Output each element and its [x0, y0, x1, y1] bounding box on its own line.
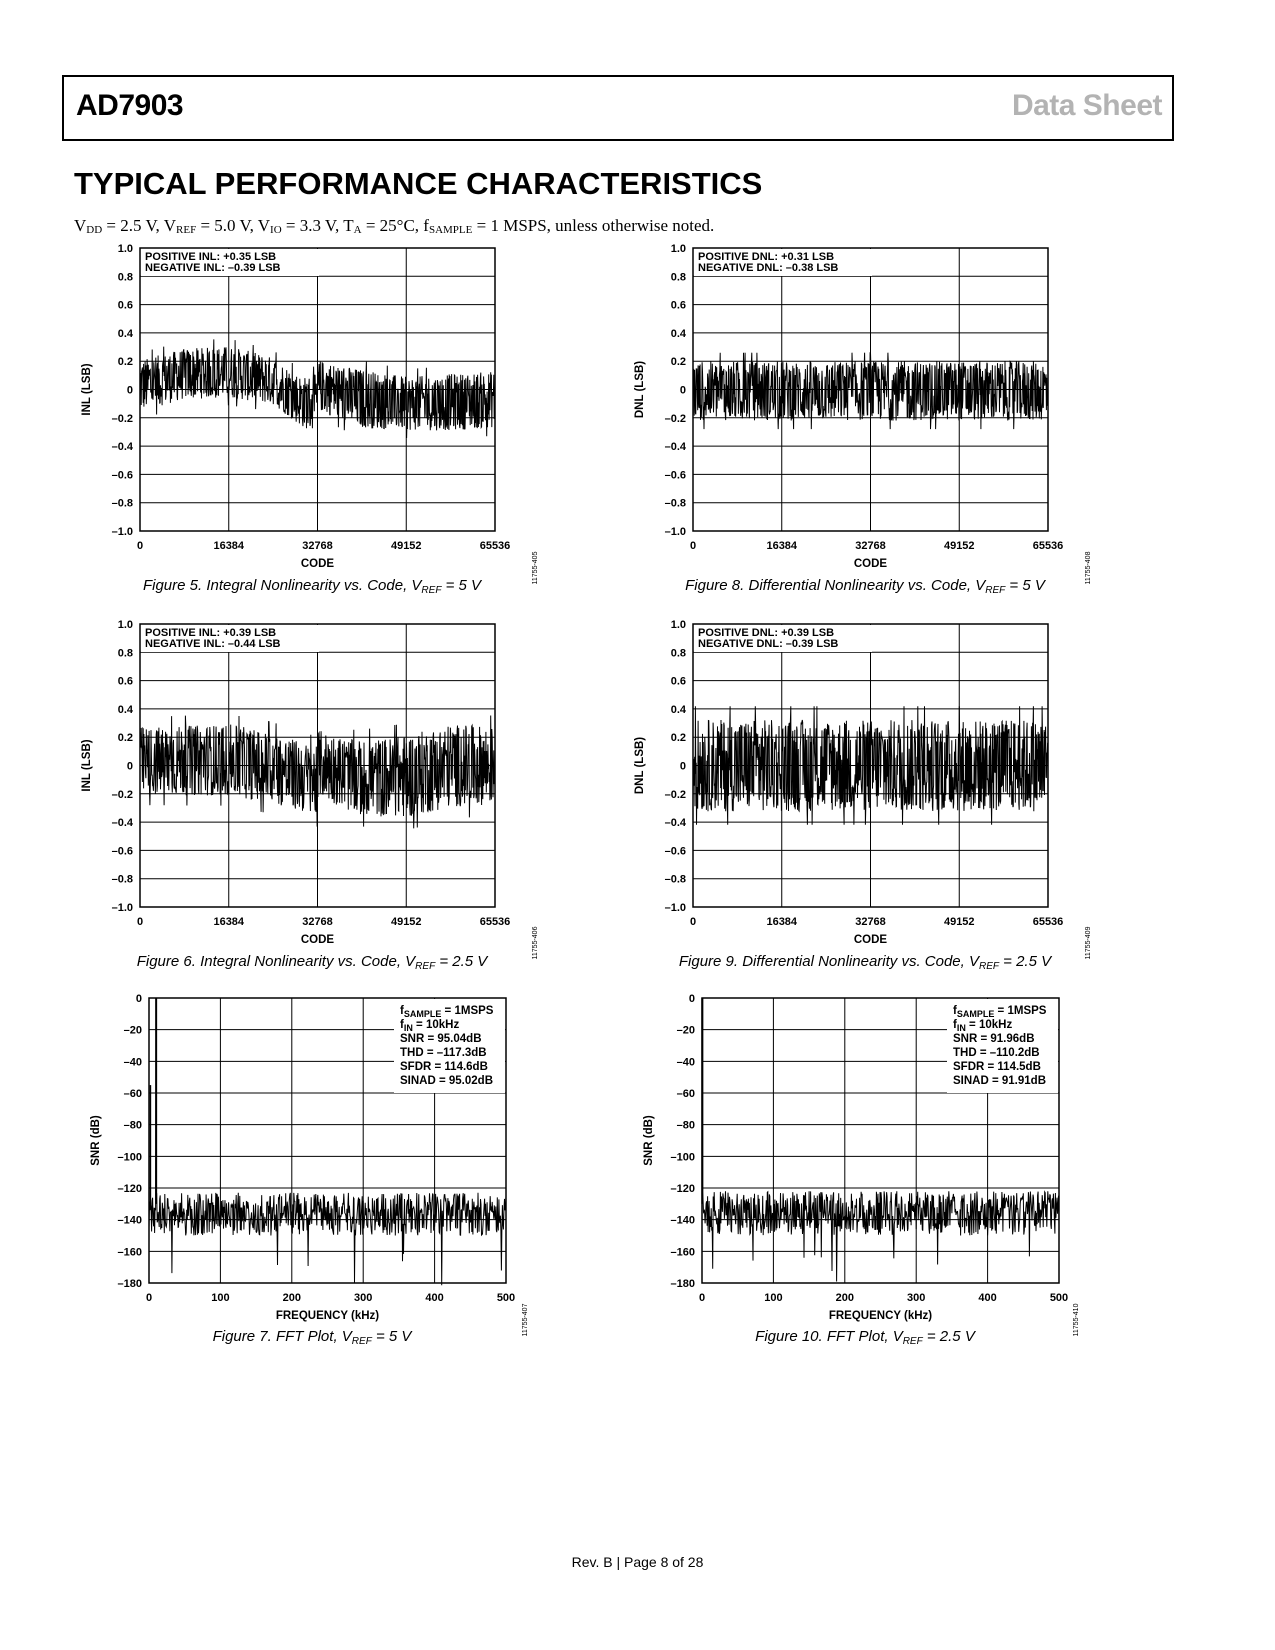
- y-tick-label: 1.0: [670, 243, 686, 255]
- annotation-text: NEGATIVE INL: –0.39 LSB: [145, 262, 281, 274]
- x-axis-label: CODE: [300, 934, 335, 946]
- y-tick-label: –0.4: [111, 441, 133, 454]
- y-tick-label: 0: [688, 993, 695, 1005]
- y-tick-label: –0.6: [664, 845, 686, 858]
- annotation-text: $f_{IN} = 10kHz$: [400, 1019, 460, 1033]
- y-axis-label: DNL (LSB): [634, 360, 646, 419]
- x-tick-label: 200: [835, 1292, 854, 1304]
- y-tick-label: –0.6: [111, 469, 133, 482]
- x-tick-label: 32768: [855, 916, 886, 928]
- y-tick-label: –180: [670, 1278, 695, 1290]
- y-tick-label: 0: [135, 993, 142, 1005]
- y-tick-label: –100: [670, 1151, 695, 1164]
- x-tick-label: 300: [354, 1292, 373, 1304]
- chart-fig10: [643, 993, 1080, 1347]
- y-tick-label: –100: [117, 1151, 142, 1164]
- x-tick-label: 400: [978, 1292, 997, 1304]
- figure-caption: Figure 5. Integral Nonlinearity vs. Code, $V_{REF} = 5$ V: [142, 577, 482, 596]
- x-axis-label: FREQUENCY (kHz): [828, 1310, 933, 1322]
- x-tick-label: 32768: [302, 916, 333, 928]
- annotation-text: $f_{SAMPLE}$ = 1MSPS: [953, 1005, 1047, 1019]
- y-tick-label: 0: [126, 760, 133, 773]
- figure-code: 11755-409: [1085, 926, 1092, 960]
- y-tick-label: –0.2: [111, 788, 133, 801]
- x-tick-label: 200: [282, 1292, 301, 1304]
- x-tick-label: 0: [689, 916, 697, 928]
- y-tick-label: 0: [126, 384, 133, 397]
- y-tick-label: –160: [670, 1246, 695, 1259]
- annotation-text: NEGATIVE DNL: –0.38 LSB: [698, 262, 839, 274]
- x-tick-label: 300: [907, 1292, 926, 1304]
- x-tick-label: 49152: [390, 916, 422, 928]
- figure-caption: Figure 9. Differential Nonlinearity vs. Code, $V_{REF} = 2.5$ V: [678, 953, 1052, 972]
- y-tick-label: 0.8: [117, 647, 133, 660]
- y-tick-label: –0.6: [111, 845, 133, 858]
- x-axis-label: CODE: [853, 558, 888, 570]
- y-tick-label: 0.8: [670, 647, 686, 660]
- y-tick-label: 0.6: [670, 675, 686, 688]
- annotation-text: SNR = 95.04dB: [400, 1033, 482, 1045]
- x-tick-label: 32768: [302, 540, 333, 552]
- chart-fig9: [634, 619, 1092, 972]
- y-tick-label: –20: [676, 1024, 695, 1037]
- y-tick-label: –0.4: [664, 441, 686, 454]
- y-tick-label: –0.4: [111, 817, 133, 830]
- y-tick-label: –0.8: [664, 873, 686, 886]
- y-tick-label: –140: [670, 1214, 695, 1227]
- x-tick-label: 400: [425, 1292, 444, 1304]
- y-tick-label: 1.0: [670, 619, 686, 631]
- annotation-text: SFDR = 114.5dB: [953, 1061, 1041, 1073]
- figure-caption: Figure 6. Integral Nonlinearity vs. Code, $V_{REF} = 2.5$ V: [136, 953, 488, 972]
- x-tick-label: 32768: [855, 540, 886, 552]
- y-tick-label: –160: [117, 1246, 142, 1259]
- y-tick-label: –1.0: [111, 902, 133, 914]
- y-tick-label: –0.2: [664, 788, 686, 801]
- annotation-text: POSITIVE DNL: +0.39 LSB: [698, 627, 835, 639]
- y-tick-label: –0.8: [664, 497, 686, 510]
- y-tick-label: –80: [676, 1119, 695, 1132]
- annotation-text: POSITIVE DNL: +0.31 LSB: [698, 251, 835, 263]
- doc-type-label: Data Sheet: [1011, 89, 1162, 122]
- y-tick-label: –0.2: [111, 412, 133, 425]
- annotation-text: SNR = 91.96dB: [953, 1033, 1035, 1045]
- figure-caption: Figure 10. FFT Plot, $V_{REF} = 2.5$ V: [755, 1328, 975, 1347]
- y-tick-label: 0.2: [117, 356, 133, 369]
- x-tick-label: 16384: [766, 916, 798, 928]
- y-tick-label: –0.8: [111, 873, 133, 886]
- annotation-text: $f_{SAMPLE}$ = 1MSPS: [400, 1005, 494, 1019]
- x-tick-label: 16384: [213, 916, 245, 928]
- x-tick-label: 0: [136, 540, 144, 552]
- x-tick-label: 100: [211, 1292, 230, 1304]
- y-axis-label: SNR (dB): [90, 1115, 102, 1166]
- x-tick-label: 49152: [943, 916, 975, 928]
- y-tick-label: –1.0: [664, 902, 686, 914]
- x-tick-label: 49152: [943, 540, 975, 552]
- y-tick-label: 0.6: [670, 299, 686, 312]
- y-tick-label: –140: [117, 1214, 142, 1227]
- x-tick-label: 0: [689, 540, 697, 552]
- annotation-text: THD = –110.2dB: [953, 1047, 1040, 1059]
- figure-code: 11755-410: [1073, 1303, 1080, 1337]
- y-tick-label: 1.0: [117, 243, 133, 255]
- y-tick-label: 0.4: [117, 703, 133, 716]
- chart-fig5: [81, 243, 539, 596]
- y-tick-label: –20: [123, 1024, 142, 1037]
- x-tick-label: 49152: [390, 540, 422, 552]
- y-axis-label: DNL (LSB): [634, 736, 646, 795]
- y-tick-label: –0.4: [664, 817, 686, 830]
- y-tick-label: 0.6: [117, 675, 133, 688]
- y-tick-label: 0.8: [670, 271, 686, 284]
- y-tick-label: –0.2: [664, 412, 686, 425]
- annotation-text: POSITIVE INL: +0.39 LSB: [145, 627, 277, 639]
- y-tick-label: –80: [123, 1119, 142, 1132]
- section-title: TYPICAL PERFORMANCE CHARACTERISTICS: [74, 166, 763, 201]
- y-tick-label: 0.4: [670, 703, 686, 716]
- figure-caption: Figure 7. FFT Plot, $V_{REF} = 5$ V: [212, 1328, 412, 1347]
- x-axis-label: CODE: [853, 934, 888, 946]
- figure-code: 11755-406: [532, 926, 539, 960]
- y-tick-label: 0.4: [670, 327, 686, 340]
- x-tick-label: 0: [145, 1292, 153, 1304]
- y-tick-label: –60: [123, 1088, 142, 1100]
- x-axis-label: FREQUENCY (kHz): [275, 1310, 380, 1322]
- y-tick-label: 0.2: [670, 732, 686, 745]
- y-tick-label: 0: [679, 384, 686, 397]
- annotation-text: $f_{IN} = 10kHz$: [953, 1019, 1013, 1033]
- annotation-text: SFDR = 114.6dB: [400, 1061, 488, 1073]
- y-axis-label: SNR (dB): [643, 1115, 655, 1166]
- y-axis-label: INL (LSB): [81, 363, 93, 416]
- y-tick-label: 0: [679, 760, 686, 773]
- chart-fig8: [634, 243, 1092, 596]
- figure-caption: Figure 8. Differential Nonlinearity vs. Code, $V_{REF} = 5$ V: [685, 577, 1045, 596]
- test-conditions: $V_{DD} = 2.5$ V, $V_{REF} = 5.0$ V, $V_{IO} = 3.3$ V, $T_A = 25^\circ C$, $f_{SAMPLE} = 1$ MSPS, unless otherwise noted.: [74, 216, 715, 236]
- part-number: AD7903: [76, 89, 184, 122]
- y-tick-label: –1.0: [664, 526, 686, 538]
- annotation-text: THD = –117.3dB: [400, 1047, 487, 1059]
- y-tick-label: 0.4: [117, 327, 133, 340]
- y-tick-label: –120: [670, 1183, 695, 1195]
- x-tick-label: 65536: [1032, 540, 1064, 552]
- y-tick-label: –120: [117, 1183, 142, 1195]
- chart-fig6: [81, 619, 539, 972]
- chart-fig7: [90, 993, 529, 1347]
- x-tick-label: 65536: [1032, 916, 1064, 928]
- figure-code: 11755-408: [1085, 551, 1092, 585]
- y-axis-label: INL (LSB): [81, 739, 93, 792]
- x-tick-label: 0: [136, 916, 144, 928]
- y-tick-label: 0.2: [117, 732, 133, 745]
- x-tick-label: 16384: [213, 540, 245, 552]
- x-tick-label: 65536: [479, 540, 511, 552]
- x-tick-label: 500: [496, 1292, 516, 1304]
- y-tick-label: 0.6: [117, 299, 133, 312]
- y-tick-label: –0.6: [664, 469, 686, 482]
- annotation-text: NEGATIVE DNL: –0.39 LSB: [698, 638, 839, 650]
- figure-code: 11755-407: [522, 1303, 529, 1337]
- x-tick-label: 0: [698, 1292, 706, 1304]
- y-tick-label: –60: [676, 1088, 695, 1100]
- y-tick-label: 1.0: [117, 619, 133, 631]
- y-tick-label: –0.8: [111, 497, 133, 510]
- annotation-text: NEGATIVE INL: –0.44 LSB: [145, 638, 281, 650]
- x-tick-label: 16384: [766, 540, 798, 552]
- annotation-text: SINAD = 95.02dB: [400, 1075, 493, 1087]
- x-tick-label: 65536: [479, 916, 511, 928]
- x-tick-label: 500: [1049, 1292, 1069, 1304]
- x-axis-label: CODE: [300, 558, 335, 570]
- figure-code: 11755-405: [532, 551, 539, 585]
- y-tick-label: –180: [117, 1278, 142, 1290]
- annotation-text: POSITIVE INL: +0.35 LSB: [145, 251, 277, 263]
- y-tick-label: –1.0: [111, 526, 133, 538]
- x-tick-label: 100: [764, 1292, 783, 1304]
- y-tick-label: –40: [123, 1056, 142, 1069]
- y-tick-label: 0.8: [117, 271, 133, 284]
- y-tick-label: 0.2: [670, 356, 686, 369]
- page-footer: Rev. B | Page 8 of 28: [571, 1554, 704, 1570]
- y-tick-label: –40: [676, 1056, 695, 1069]
- annotation-text: SINAD = 91.91dB: [953, 1075, 1046, 1087]
